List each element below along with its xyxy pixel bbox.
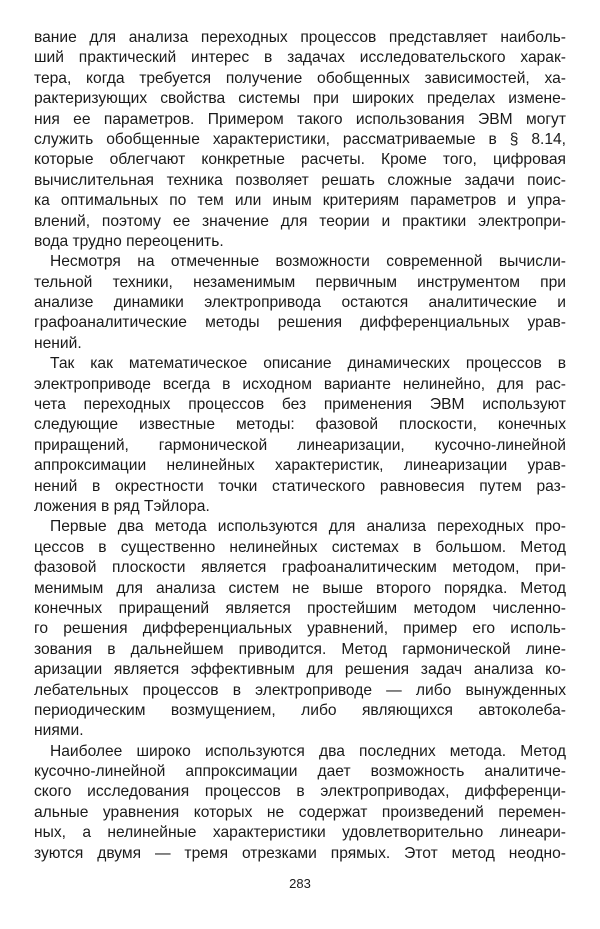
text-line: ниями. (34, 722, 84, 740)
text-line: вычислительная техника позволяет решать сложные задачи поис- (34, 171, 566, 189)
text-line: рактеризующих свойства системы при широких пределах измене- (34, 90, 566, 108)
text-line: периодическим возмущением, либо являющихся автоколеба- (34, 701, 566, 719)
text-line: влений, поэтому ее значение для теории и практики электропри- (34, 212, 566, 230)
text-line: нений в окрестности точки статического равновесия путем раз- (34, 477, 566, 495)
text-line: зования в дальнейшем приводится. Метод гармонической лине- (34, 640, 566, 658)
text-line: приращений, гармонической линеаризации, кусочно-линейной (34, 436, 566, 454)
text-line: ния ее параметров. Примером такого использования ЭВМ могут (34, 110, 566, 128)
text-line: Так как математическое описание динамических процессов в (50, 355, 566, 373)
text-line: следующие известные методы: фазовой плоскости, конечных (34, 416, 566, 434)
text-line: тера, когда требуется получение обобщенных зависимостей, ха- (34, 69, 566, 87)
text-line: цессов в существенно нелинейных системах в большом. Метод (34, 538, 566, 556)
paragraph (34, 252, 566, 354)
text-line: аризации является эффективным для решения задач анализа ко- (34, 661, 566, 679)
text-line: которые облегчают конкретные расчеты. Кроме того, цифровая (34, 151, 566, 169)
text-line: чета переходных процессов без применения ЭВМ используют (34, 396, 566, 414)
text-line: кусочно-линейной аппроксимации дает возможность аналитиче- (34, 763, 566, 781)
text-line: ший практический интерес в задачах исследовательского харак- (34, 49, 566, 67)
text-line: фазовой плоскости является графоаналитическим методом, при- (34, 559, 566, 577)
text-line: служить обобщенные характеристики, рассматриваемые в § 8.14, (34, 130, 566, 148)
text-line: альные уравнения которых не содержат произведений перемен- (34, 803, 566, 821)
text-line: нений. (34, 334, 82, 352)
text-line: Наиболее широко используются два последних метода. Метод (50, 742, 566, 760)
text-line: зуются двумя — тремя отрезками прямых. Этот метод неодно- (34, 844, 566, 862)
paragraph (34, 742, 566, 864)
text-line: вода трудно переоценить. (34, 232, 224, 250)
text-line: Первые два метода используются для анализа переходных про- (50, 518, 566, 536)
text-line: менимым для анализа систем не выше второго порядка. Метод (34, 579, 566, 597)
paragraph (34, 354, 566, 517)
text-line: ского исследования процессов в электроприводах, дифференци- (34, 783, 566, 801)
text-line: Несмотря на отмеченные возможности современной вычисли- (50, 253, 566, 271)
text-line: ложения в ряд Тэйлора. (34, 497, 210, 515)
text-line: ка оптимальных по тем или иным критериям параметров и упра- (34, 192, 566, 210)
body-text (34, 28, 566, 864)
text-line: лебательных процессов в электроприводе — либо вынужденных (34, 681, 566, 699)
text-line: конечных приращений является простейшим методом численно- (34, 599, 566, 617)
paragraph (34, 517, 566, 741)
paragraph (34, 28, 566, 252)
text-line: го решения дифференциальных уравнений, пример его исполь- (34, 620, 566, 638)
text-line: аппроксимации нелинейных характеристик, линеаризации урав- (34, 457, 566, 475)
text-line: ных, а нелинейные характеристики удовлетворительно линеари- (34, 824, 566, 842)
text-line: тельной техники, незаменимым первичным инструментом при (34, 273, 566, 291)
text-line: электроприводе всегда в исходном варианте нелинейно, для рас- (34, 375, 566, 393)
text-line: вание для анализа переходных процессов представляет наиболь- (34, 29, 566, 46)
text-line: анализе динамики электропривода остаются аналитические и (34, 294, 566, 312)
page-number: 283 (289, 876, 311, 891)
text-line: графоаналитические методы решения дифференциальных урав- (34, 314, 566, 332)
